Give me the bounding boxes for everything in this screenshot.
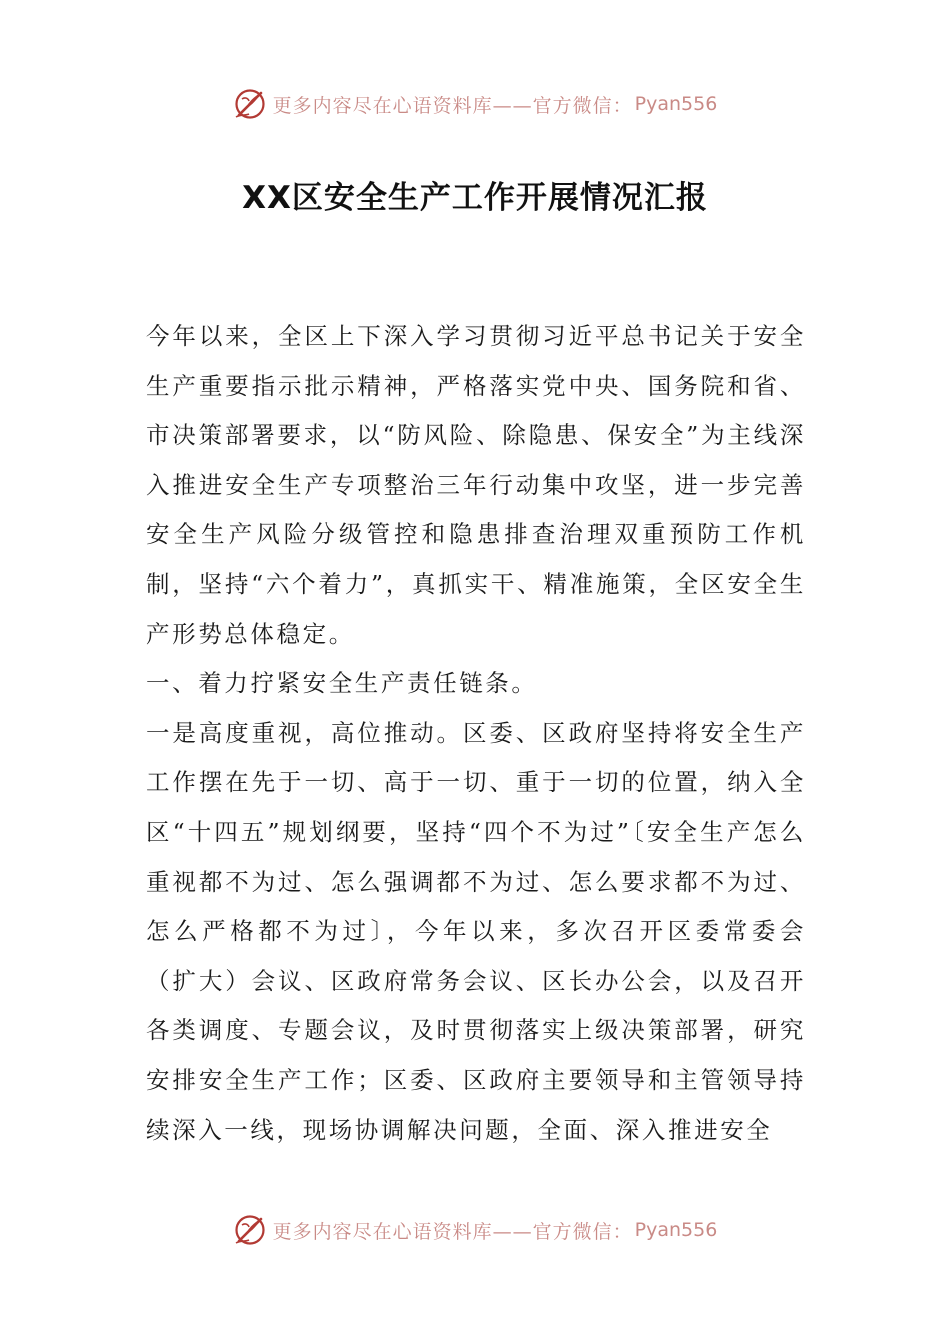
watermark-wechat-id: Pyan556 — [634, 93, 718, 115]
watermark-text: 更多内容尽在心语资料库——官方微信： — [272, 94, 633, 117]
quill-logo-icon — [233, 87, 267, 121]
section-heading: 一、着力拧紧安全生产责任链条。 — [146, 669, 538, 698]
watermark-text: 更多内容尽在心语资料库——官方微信： — [272, 1220, 633, 1243]
watermark-wechat-id: Pyan556 — [634, 1219, 718, 1241]
quill-logo-icon — [233, 1213, 267, 1247]
document-body — [146, 312, 806, 1155]
header-watermark — [0, 84, 950, 124]
footer-watermark — [0, 1210, 950, 1250]
paragraph-intro: 今年以来，全区上下深入学习贯彻习近平总书记关于安全生产重要指示批示精神，严格落实党中央、国务院和省、市决策部署要求，以“防风险、除隐患、保安全”为主线深入推进安全生产专项整治三年行动集中攻坚，进一步完善安全生产风险分级管控和隐患排查治理双重预防工作机制，坚持“六个着力”，真抓实干、精准施策，全区安全生产形势总体稳定。 — [146, 322, 806, 648]
document-title: XX区安全生产工作开展情况汇报 — [242, 180, 708, 216]
paragraph-body: 一是高度重视，高位推动。区委、区政府坚持将安全生产工作摆在先于一切、高于一切、重于一切的位置，纳入全区“十四五”规划纲要，坚持“四个不为过”〔安全生产怎么重视都不为过、怎么强调都不为过、怎么要求都不为过、怎么严格都不为过〕，今年以来，多次召开区委常委会（扩大）会议、区政府常务会议、区长办公会，以及召开各类调度、专题会议，及时贯彻落实上级决策部署，研究安排安全生产工作；区委、区政府主要领导和主管领导持续深入一线，现场协调解决问题，全面、深入推进安全 — [146, 718, 806, 1144]
